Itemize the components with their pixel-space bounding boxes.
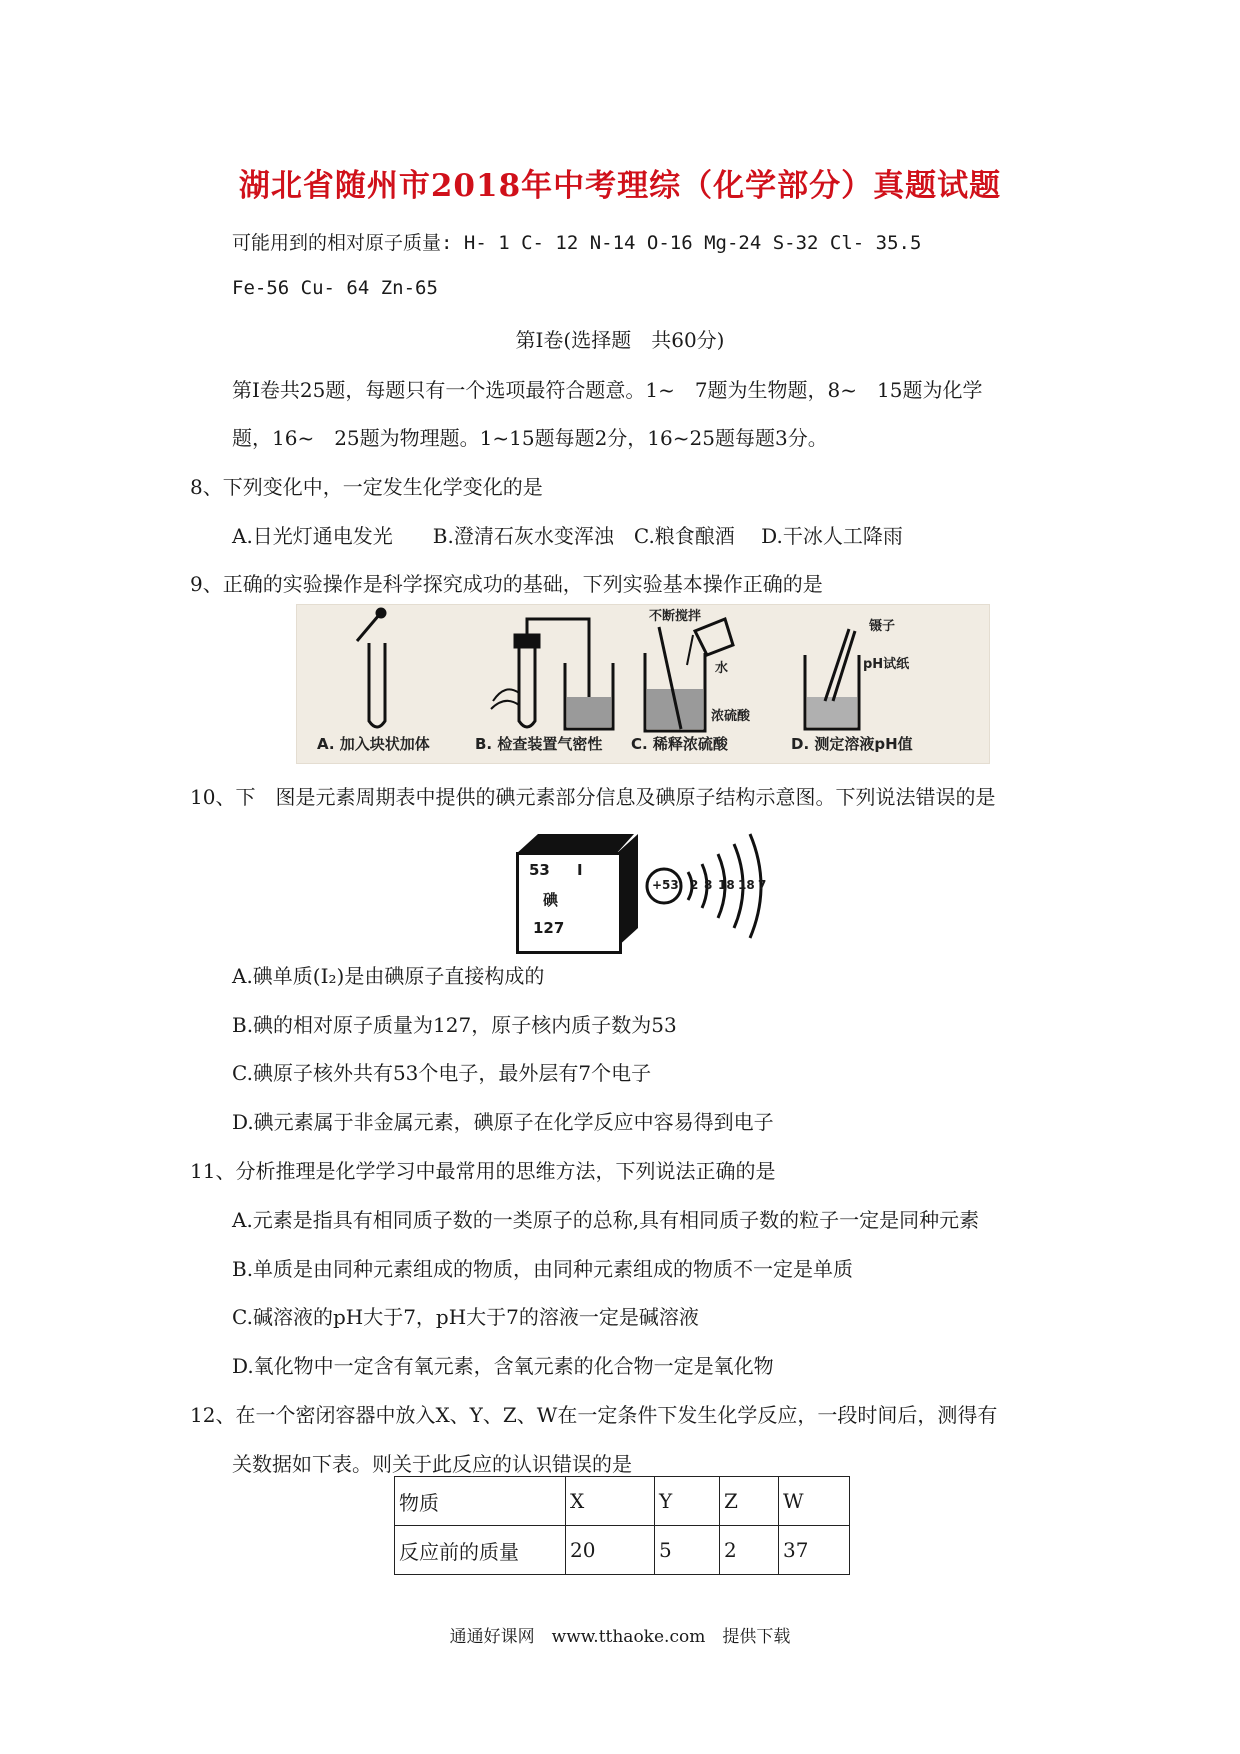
atomic-mass-line-2: Fe-56 Cu- 64 Zn-65 [232, 277, 438, 299]
shell-3-electrons: 18 [718, 878, 735, 892]
table-row [395, 1526, 850, 1575]
caption-a: A. 加入块状加体 [317, 735, 430, 753]
element-name: 碘 [543, 891, 559, 909]
element-card [516, 852, 622, 954]
section-desc-1: 第Ⅰ卷共25题，每题只有一个选项最符合题意。1~ 7题为生物题，8~ 15题为化学 [232, 378, 983, 402]
table-cell: 5 [655, 1526, 720, 1575]
question-11-option-a: A.元素是指具有相同质子数的一类原子的总称,具有相同质子数的粒子一定是同种元素 [232, 1208, 980, 1232]
iodine-element-figure [512, 820, 774, 956]
label-water: 水 [715, 661, 729, 676]
table-cell: Z [720, 1477, 779, 1526]
page-title: 湖北省随州市2018年中考理综（化学部分）真题试题 [238, 168, 1002, 204]
table-cell: X [566, 1477, 655, 1526]
page-footer: 通通好课网 www.tthaoke.com 提供下载 [449, 1627, 791, 1647]
shell-2-electrons: 8 [704, 878, 713, 892]
label-concentrated-acid: 浓硫酸 [711, 709, 751, 724]
shell-4-electrons: 18 [738, 878, 755, 892]
section-desc-2: 题，16~ 25题为物理题。1~15题每题2分，16~25题每题3分。 [232, 426, 828, 450]
shell-5-electrons: 7 [758, 878, 767, 892]
table-cell: W [779, 1477, 850, 1526]
question-8-options: A.日光灯通电发光 B.澄清石灰水变浑浊 C.粮食酿酒 D.干冰人工降雨 [232, 524, 903, 548]
question-8-stem: 8、下列变化中，一定发生化学变化的是 [190, 475, 543, 499]
caption-d: D. 测定溶液pH值 [791, 735, 913, 753]
question-11-option-d: D.氧化物中一定含有氧元素，含氧元素的化合物一定是氧化物 [232, 1354, 774, 1378]
caption-b: B. 检查装置气密性 [475, 735, 603, 753]
label-tweezers: 镊子 [869, 619, 896, 634]
nucleus-charge: +53 [652, 878, 679, 892]
question-11-option-b: B.单质是由同种元素组成的物质，由同种元素组成的物质不一定是单质 [232, 1257, 854, 1281]
question-10-option-b: B.碘的相对原子质量为127，原子核内质子数为53 [232, 1013, 677, 1037]
airtightness-apparatus-icon [491, 619, 613, 729]
table-cell: 反应前的质量 [395, 1526, 566, 1575]
table-cell: 20 [566, 1526, 655, 1575]
question-10-option-a: A.碘单质(I₂)是由碘原子直接构成的 [232, 964, 545, 988]
atomic-mass-line-1: 可能用到的相对原子质量: H- 1 C- 12 N-14 O-16 Mg-24 S-32 Cl- 35.5 [232, 232, 922, 254]
label-stir: 不断搅拌 [649, 609, 702, 624]
shell-1-electrons: 2 [690, 878, 699, 892]
question-10-option-d: D.碘元素属于非金属元素，碘原子在化学反应中容易得到电子 [232, 1110, 774, 1134]
question-10-stem: 10、下 图是元素周期表中提供的碘元素部分信息及碘原子结构示意图。下列说法错误的是 [190, 785, 996, 809]
atomic-mass: 127 [533, 919, 565, 937]
lab-operations-figure [296, 604, 990, 764]
question-9-stem: 9、正确的实验操作是科学探究成功的基础，下列实验基本操作正确的是 [190, 572, 823, 596]
table-cell: 2 [720, 1526, 779, 1575]
caption-c: C. 稀释浓硫酸 [631, 735, 728, 753]
test-tube-icon [357, 609, 385, 727]
table-cell: 37 [779, 1526, 850, 1575]
label-ph-paper: pH试纸 [863, 657, 910, 672]
table-cell: Y [655, 1477, 720, 1526]
table-row [395, 1477, 850, 1526]
section-title: 第Ⅰ卷(选择题 共60分) [515, 328, 725, 352]
question-12-stem-2: 关数据如下表。则关于此反应的认识错误的是 [232, 1452, 632, 1476]
element-symbol: I [577, 861, 583, 879]
atomic-number: 53 [529, 861, 550, 879]
reaction-data-table [394, 1476, 850, 1575]
table-cell: 物质 [395, 1477, 566, 1526]
question-11-stem: 11、分析推理是化学学习中最常用的思维方法，下列说法正确的是 [190, 1159, 776, 1183]
question-11-option-c: C.碱溶液的pH大于7，pH大于7的溶液一定是碱溶液 [232, 1305, 699, 1329]
question-10-option-c: C.碘原子核外共有53个电子，最外层有7个电子 [232, 1061, 652, 1085]
ph-test-apparatus-icon [805, 629, 859, 729]
question-12-stem-1: 12、在一个密闭容器中放入X、Y、Z、W在一定条件下发生化学反应，一段时间后，测得有 [190, 1403, 998, 1427]
